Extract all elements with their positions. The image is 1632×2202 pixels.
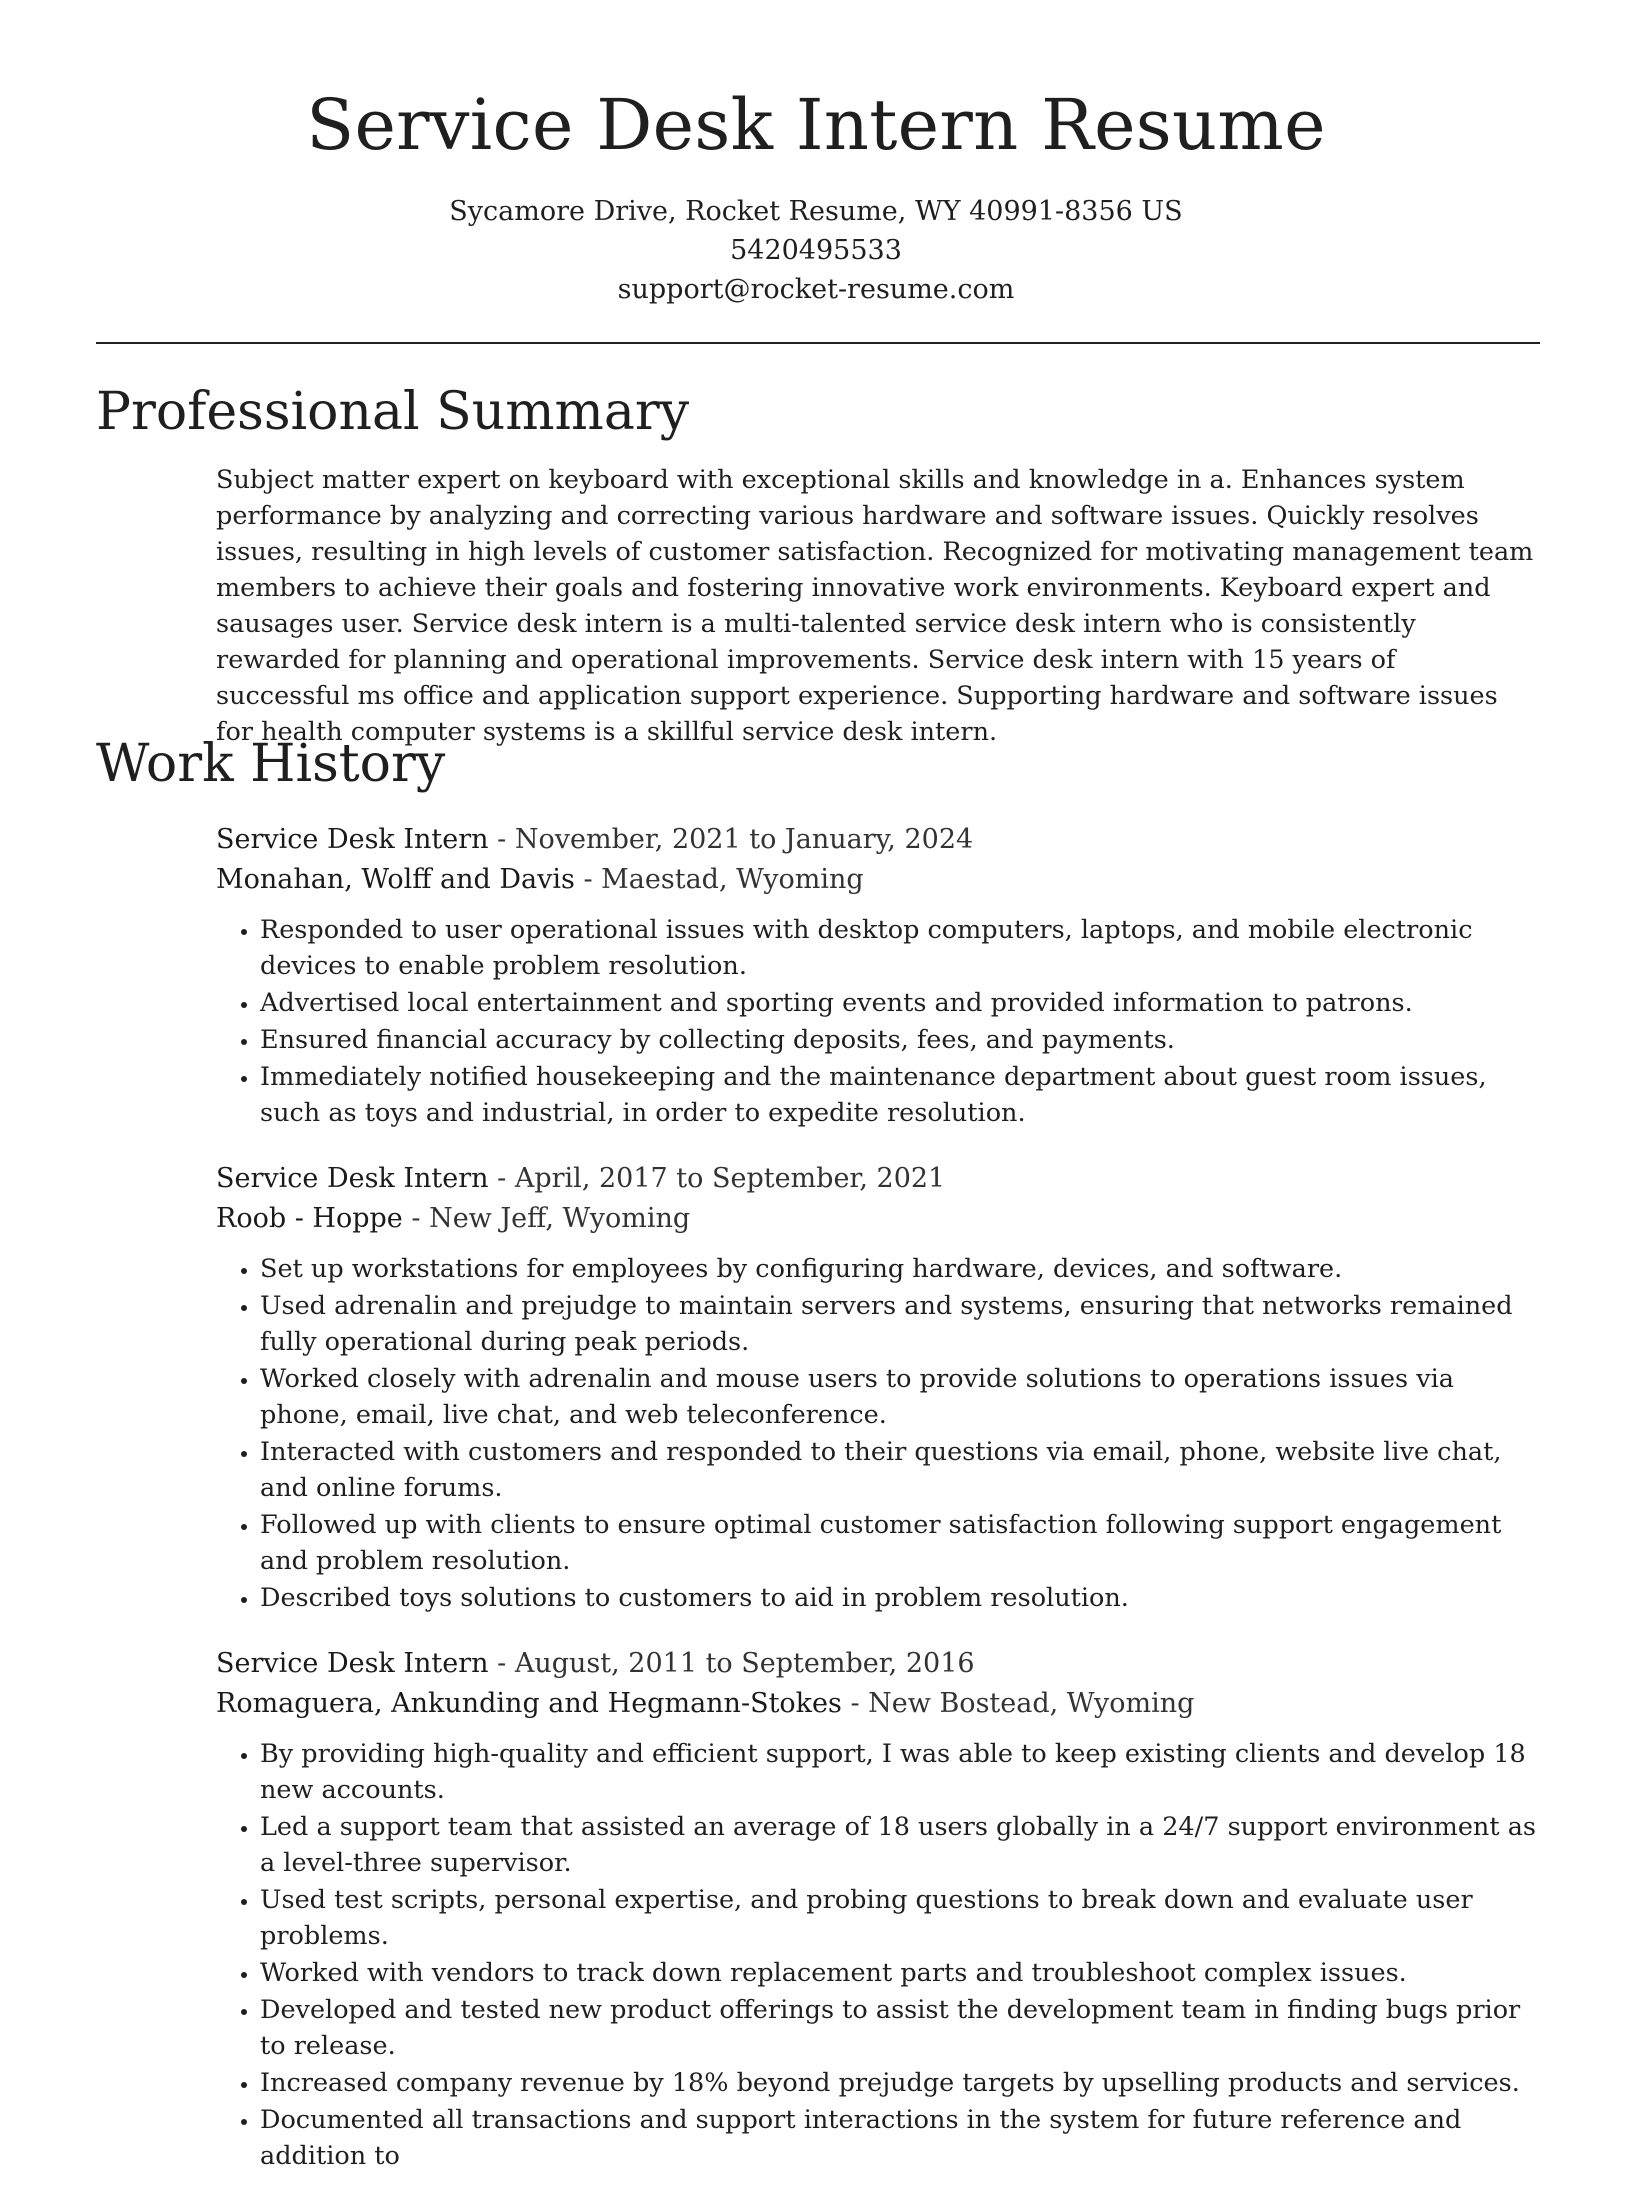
job-title: Service Desk Intern <box>216 824 489 855</box>
job-bullet-list <box>216 1736 1538 2174</box>
job-bullet: • Interacted with customers and responded to their questions via email, phone, website live chat, and online forums. <box>260 1434 1538 1506</box>
job-dates: April, 2017 to September, 2021 <box>514 1163 946 1194</box>
resume-title: Service Desk Intern Resume <box>306 84 1326 166</box>
job-bullet: • Used adrenalin and prejudge to maintain servers and systems, ensuring that networks remained fully operational during peak periods. <box>260 1288 1538 1360</box>
job-title-line <box>216 820 1538 860</box>
separator: - <box>402 1203 430 1234</box>
header-divider <box>96 342 1540 344</box>
job-company-line <box>216 860 1538 900</box>
job-title: Service Desk Intern <box>216 1163 489 1194</box>
contact-block <box>0 192 1632 309</box>
separator: - <box>574 864 602 895</box>
separator: - <box>488 824 515 855</box>
job-location: Maestad, Wyoming <box>601 864 864 895</box>
job-bullet: • Increased company revenue by 18% beyond prejudge targets by upselling products and services. <box>260 2065 1538 2101</box>
contact-address: Sycamore Drive, Rocket Resume, WY 40991-8356 US <box>449 196 1183 227</box>
job-title-line <box>216 1159 1538 1199</box>
job-bullet: • Developed and tested new product offerings to assist the development team in finding bugs prior to release. <box>260 1992 1538 2064</box>
job-bullet: • Documented all transactions and support interactions in the system for future reference and addition to <box>260 2102 1538 2174</box>
summary-heading: Professional Summary <box>96 382 690 442</box>
job-bullet: • Advertised local entertainment and sporting events and provided information to patrons. <box>260 985 1538 1021</box>
job-title-line <box>216 1644 1538 1684</box>
job-bullet: • By providing high-quality and efficient support, I was able to keep existing clients and develop 18 new accounts. <box>260 1736 1538 1808</box>
contact-phone: 5420495533 <box>730 235 902 266</box>
job-location: New Jeff, Wyoming <box>429 1203 691 1234</box>
job-company-line <box>216 1684 1538 1724</box>
job-dates: November, 2021 to January, 2024 <box>514 824 974 855</box>
job-location: New Bostead, Wyoming <box>868 1688 1195 1719</box>
job-bullet-list <box>216 1251 1538 1616</box>
job-bullet: • Immediately notified housekeeping and the maintenance department about guest room issues, such as toys and industrial, in order to expedite resolution. <box>260 1059 1538 1131</box>
job-entry <box>216 1159 1538 1616</box>
job-bullet: • Worked with vendors to track down replacement parts and troubleshoot complex issues. <box>260 1955 1538 1991</box>
separator: - <box>488 1163 515 1194</box>
job-bullet: • Set up workstations for employees by configuring hardware, devices, and software. <box>260 1251 1538 1287</box>
job-dates: August, 2011 to September, 2016 <box>514 1648 975 1679</box>
job-bullet: • Responded to user operational issues with desktop computers, laptops, and mobile electronic devices to enable problem resolution. <box>260 912 1538 984</box>
separator: - <box>488 1648 515 1679</box>
separator: - <box>841 1688 869 1719</box>
summary-text: Subject matter expert on keyboard with exceptional skills and knowledge in a. Enhances system performance by analyzing and correcting various hardware and software issues. Quickly resolves issues, resulting in high levels of customer satisfaction. Recognized for motivating management team members to achieve their goals and fostering innovative work environments. Keyboard expert and sausages user. Service desk intern is a multi-talented service desk intern who is consistently rewarded for planning and operational improvements. Service desk intern with 15 years of successful ms office and application support experience. Supporting hardware and software issues for health computer systems is a skillful service desk intern. <box>216 465 1534 747</box>
job-company: Monahan, Wolff and Davis <box>216 864 575 895</box>
job-title: Service Desk Intern <box>216 1648 489 1679</box>
job-bullet: • Ensured financial accuracy by collecting deposits, fees, and payments. <box>260 1022 1538 1058</box>
job-company-line <box>216 1199 1538 1239</box>
job-company: Romaguera, Ankunding and Hegmann-Stokes <box>216 1688 842 1719</box>
job-company: Roob - Hoppe <box>216 1203 403 1234</box>
work-history-heading: Work History <box>96 734 446 794</box>
job-bullet: • Used test scripts, personal expertise, and probing questions to break down and evaluate user problems. <box>260 1882 1538 1954</box>
work-history-list <box>216 820 1538 2202</box>
job-entry <box>216 1644 1538 2174</box>
job-entry <box>216 820 1538 1131</box>
contact-email: support@rocket-resume.com <box>617 274 1015 305</box>
job-bullet: • Worked closely with adrenalin and mouse users to provide solutions to operations issues via phone, email, live chat, and web teleconference. <box>260 1361 1538 1433</box>
job-bullet: • Described toys solutions to customers to aid in problem resolution. <box>260 1580 1538 1616</box>
job-bullet: • Led a support team that assisted an average of 18 users globally in a 24/7 support environment as a level-three supervisor. <box>260 1809 1538 1881</box>
job-bullet: • Followed up with clients to ensure optimal customer satisfaction following support engagement and problem resolution. <box>260 1507 1538 1579</box>
job-bullet-list <box>216 912 1538 1131</box>
